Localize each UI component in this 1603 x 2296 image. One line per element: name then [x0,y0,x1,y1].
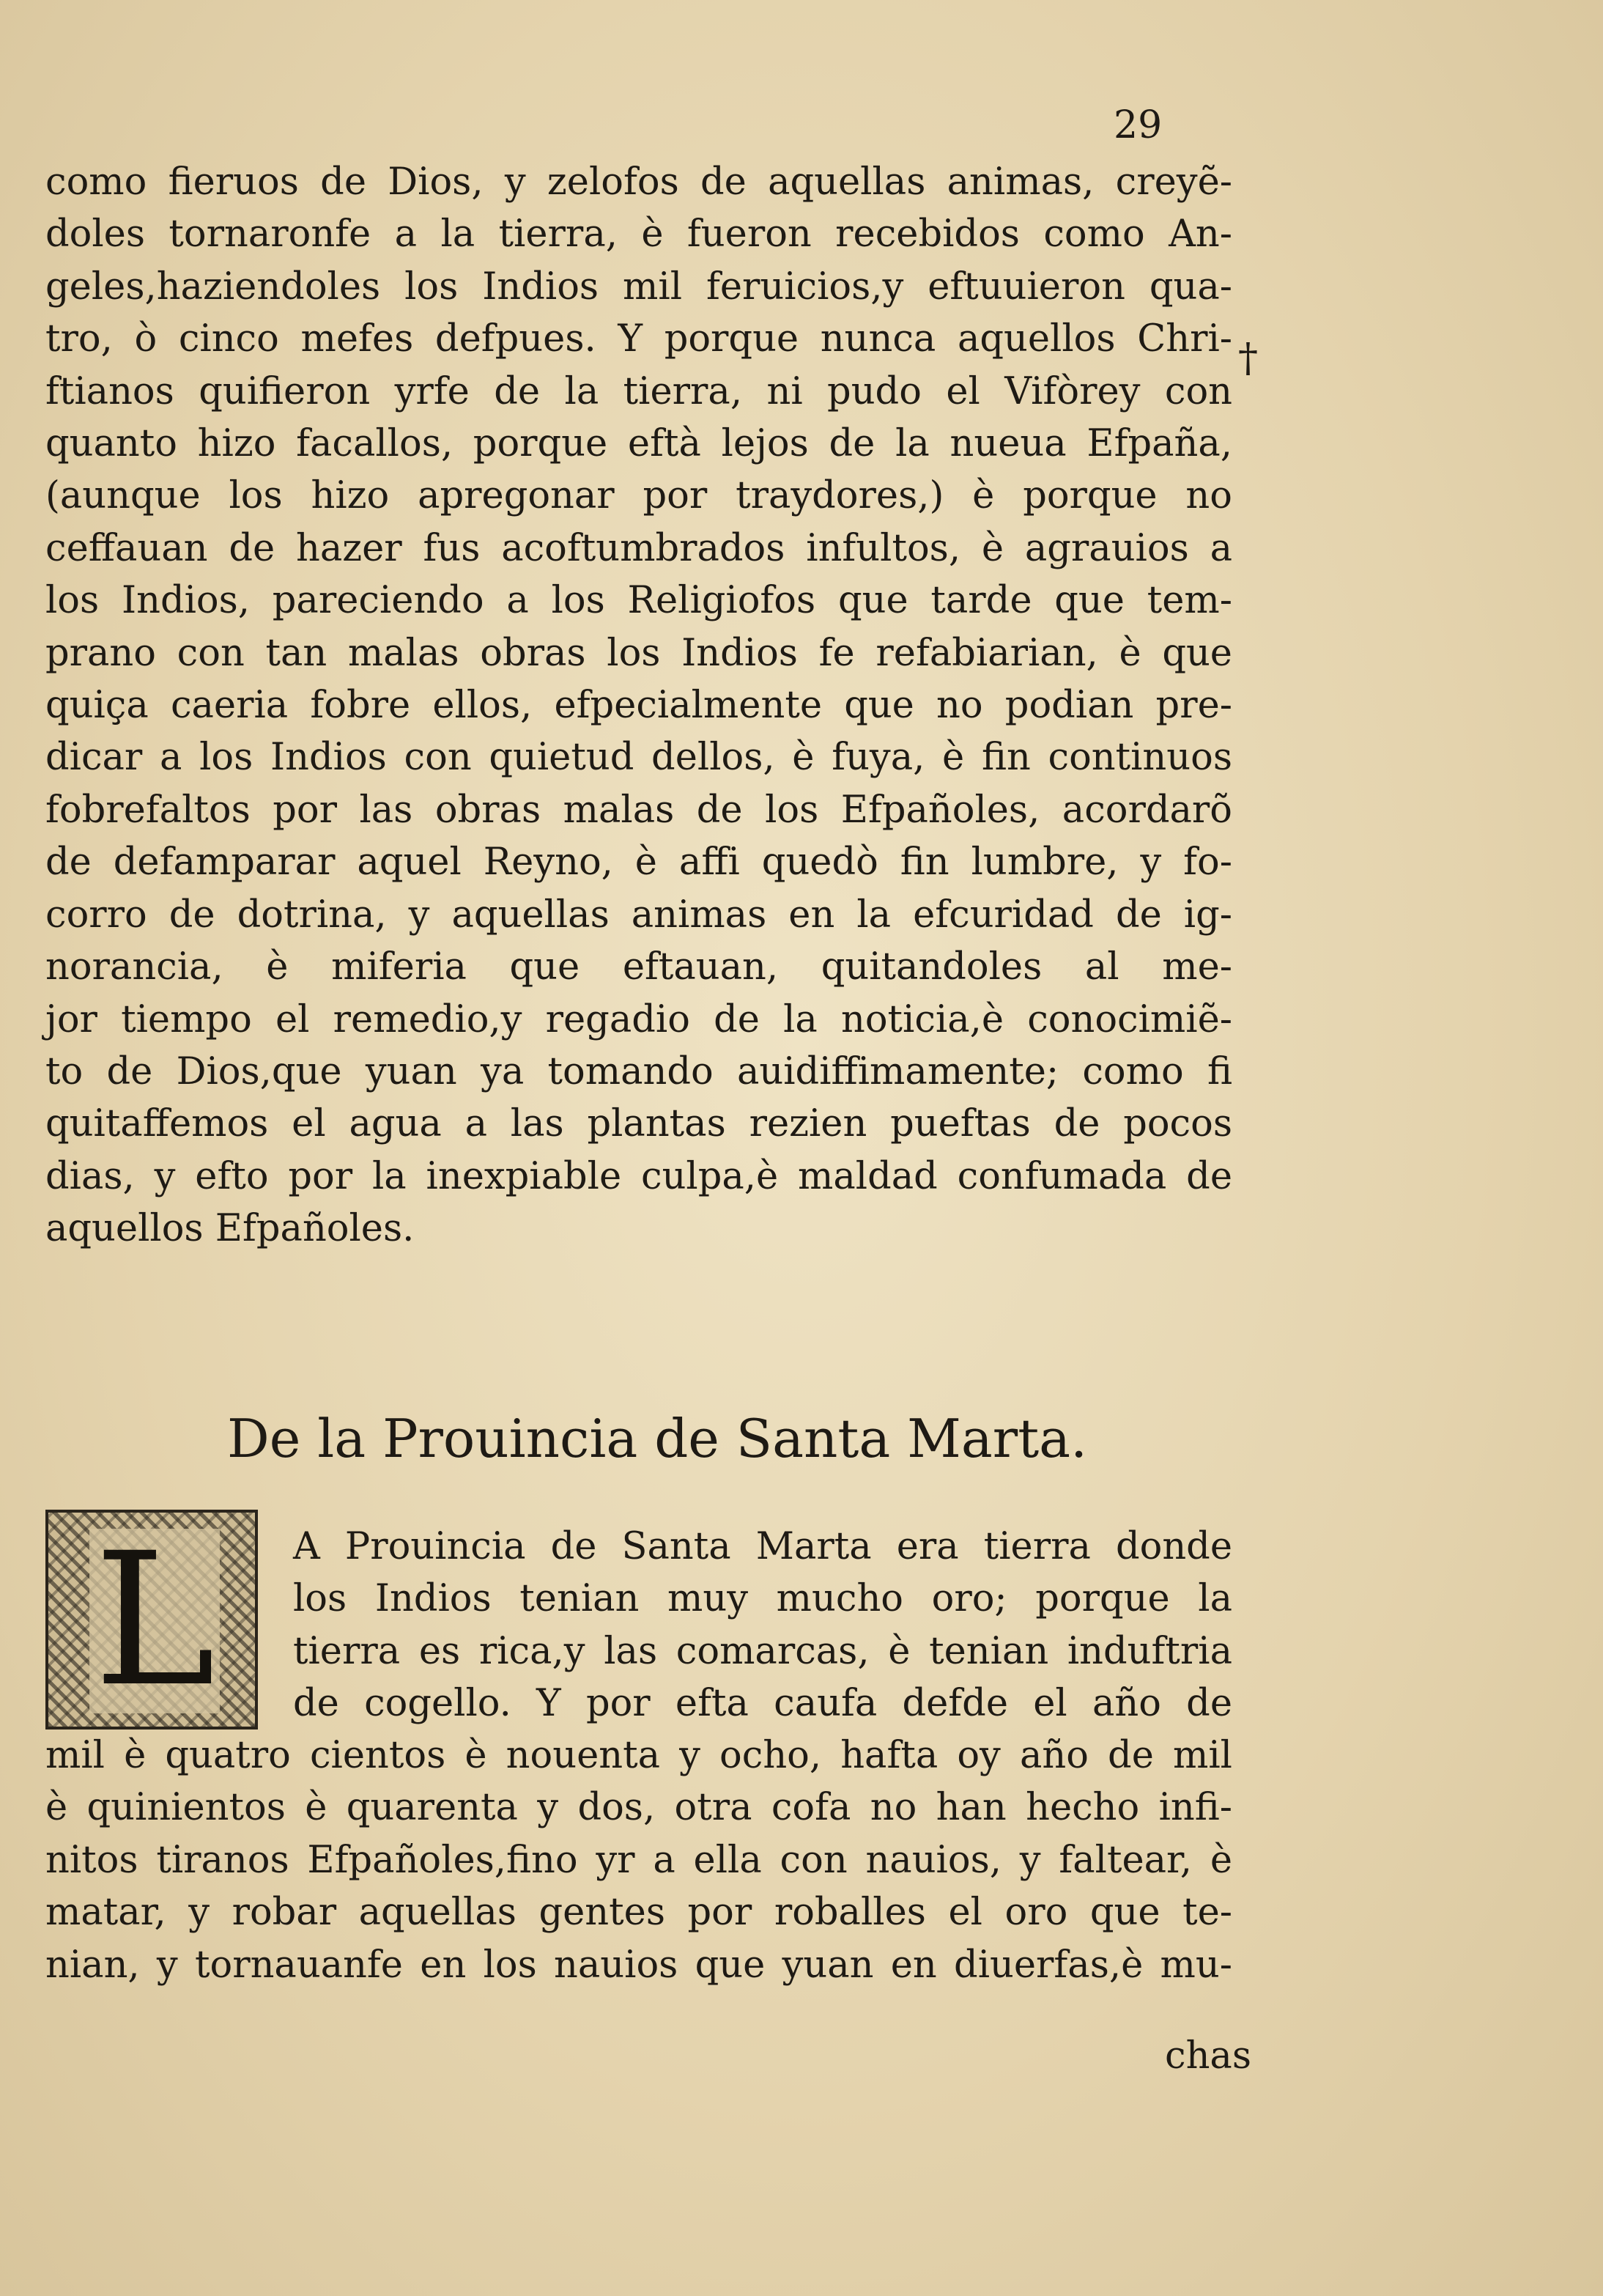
text-line: dicar a los Indios con quietud dellos, è fuya, è fin continuos [45,736,1232,780]
text-line: dias, y efto por la inexpiable culpa,è maldad confumada de [45,1154,1232,1198]
text-line: norancia, è miferia que eftauan, quitandoles al me- [45,945,1232,989]
paragraph-2 [45,1730,1232,1991]
text-line: ceffauan de hazer fus acoftumbrados infultos, è agrauios a [45,526,1232,570]
text-line: quanto hizo facallos, porque eftà lejos de la nueua Efpaña, [45,422,1232,466]
text-line: A Prouincia de Santa Marta era tierra donde [293,1525,1232,1568]
text-line: geles,haziendoles los Indios mil feruicios,y eftuuieron qua- [45,265,1232,309]
text-line: los Indios, pareciendo a los Religiofos que tarde que tem- [45,579,1232,623]
drop-cap-letter: L [89,1529,220,1713]
text-line: ftianos quifieron yrfe de la tierra, ni pudo el Vifòrey con [45,369,1232,413]
text-line: los Indios tenian muy mucho oro; porque la [293,1577,1232,1621]
text-line: fobrefaltos por las obras malas de los Efpañoles, acordarõ [45,788,1232,832]
text-line: aquellos Efpañoles. [45,1207,415,1251]
text-line: nitos tiranos Efpañoles,fino yr a ella con nauios, y faltear, è [45,1838,1232,1882]
text-line: de defamparar aquel Reyno, è affi quedò fin lumbre, y fo- [45,841,1232,885]
text-line: quitaffemos el agua a las plantas rezien pueftas de pocos [45,1102,1232,1146]
catchword: chas [1165,2034,1251,2078]
text-line: quiça caeria fobre ellos, efpecialmente que no podian pre- [45,684,1232,728]
paragraph-2-indented [293,1521,1232,1730]
text-line: è quinientos è quarenta y dos, otra cofa no han hecho infi- [45,1786,1232,1830]
text-line: to de Dios,que yuan ya tomando auidiffimamente; como fi [45,1049,1232,1093]
text-line: mil è quatro cientos è nouenta y ocho, hafta oy año de mil [45,1734,1232,1777]
text-line: (aunque los hizo apregonar por traydores,) è porque no [45,474,1232,518]
text-line: de cogello. Y por efta caufa defde el año de [293,1682,1232,1726]
text-line: matar, y robar aquellas gentes por roballes el oro que te- [45,1891,1232,1935]
text-line: nian, y tornauanfe en los nauios que yuan en diuerfas,è mu- [45,1943,1232,1987]
text-line: como fieruos de Dios, y zelofos de aquellas animas, creyẽ- [45,160,1232,204]
text-line: prano con tan malas obras los Indios fe refabiarian, è que [45,631,1232,675]
page-number: 29 [1114,103,1163,147]
text-line: jor tiempo el remedio,y regadio de la noticia,è conocimiẽ- [45,997,1232,1041]
decorated-initial-frame [45,1510,258,1730]
text-line: tro, ò cinco mefes defpues. Y porque nunca aquellos Chri- [45,317,1232,361]
paragraph-1 [45,156,1232,1255]
section-heading: De la Prouincia de Santa Marta. [227,1408,1087,1469]
marginal-mark: † [1238,335,1258,381]
text-line: corro de dotrina, y aquellas animas en la efcuridad de ig- [45,893,1232,937]
text-line: doles tornaronfe a la tierra, è fueron recebidos como An- [45,213,1232,256]
text-line: tierra es rica,y las comarcas, è tenian induftria [293,1629,1232,1673]
